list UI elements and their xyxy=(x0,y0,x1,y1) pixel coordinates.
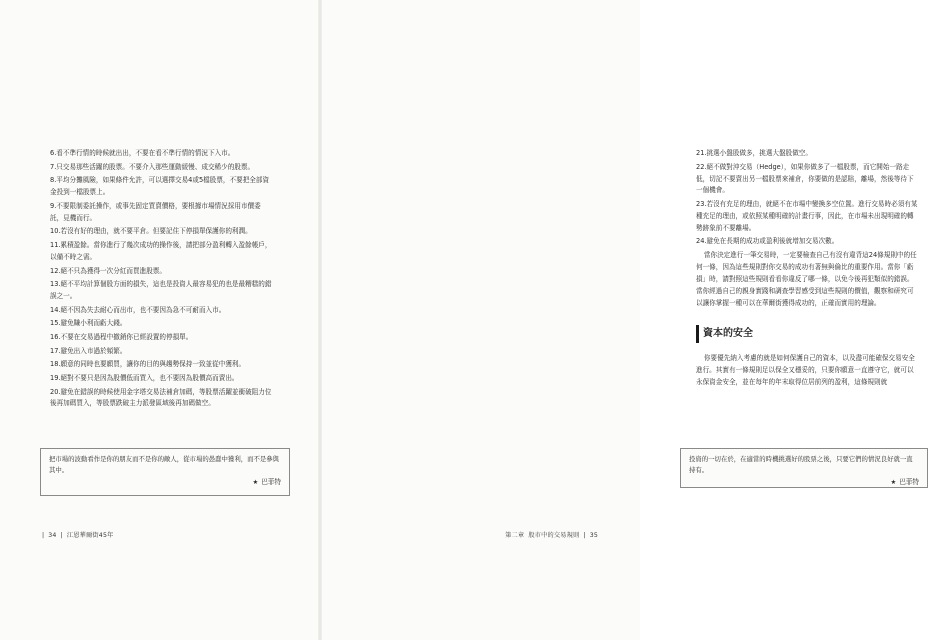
footer-divider: | xyxy=(583,532,586,539)
rule-item xyxy=(50,332,272,344)
rule-number: 18. xyxy=(50,360,61,369)
body-paragraph: 當你決定進行一筆交易時，一定要檢查自己有沒有違背這24條規則中的任何一條，因為這些規則對你交易的成功有著無與倫比的重要作用。當你「虧損」時，請對照這些規則看看你違反了哪一條，以免今後再犯類似的錯誤。當你經過自己的親身實踐和調查學習感受到這些規則的價值，觀察和研究可以讓你掌握一種可以在華爾街獲得成功的，正確而實用的理論。 xyxy=(696,251,917,307)
rule-text: 若沒有好的理由，就不要平倉。但要記住下停損單保護你的利潤。 xyxy=(60,227,252,236)
right-text-column xyxy=(696,148,918,391)
star-icon: ★ xyxy=(890,479,897,487)
star-icon: ★ xyxy=(252,479,259,487)
rule-text: 若沒有充足的理由，就絕不在市場中變換多空位置。進行交易時必須有某種充足的理由，或依照某種明確的計畫行事，因此，在市場未出現明確的轉勢跡象前不要離場。 xyxy=(696,200,918,232)
rule-item xyxy=(696,236,918,248)
rule-item xyxy=(50,162,272,174)
rule-number: 11. xyxy=(50,241,61,249)
rule-number: 14. xyxy=(50,305,61,314)
rule-text: 絕不只為獲得一次分紅而買進股票。 xyxy=(60,266,166,275)
rule-text: 不要在交易過程中撤銷你已經設置的停損單。 xyxy=(60,333,193,341)
rule-item xyxy=(50,359,272,371)
right-page xyxy=(320,0,919,640)
rule-text: 絕不平均計算個股方面的損失，這也是投資人最容易犯的也是最糟糕的錯誤之一。 xyxy=(50,280,272,301)
rule-number: 21. xyxy=(696,149,707,157)
rule-item xyxy=(50,387,272,411)
rule-number: 15. xyxy=(50,319,61,328)
rule-number: 13. xyxy=(50,280,61,289)
rule-number: 6. xyxy=(50,149,57,157)
rule-text: 累積盈餘。當你進行了幾次成功的操作後，請把部分盈利轉入盈餘帳戶，以備不時之需。 xyxy=(50,241,272,261)
rule-item xyxy=(50,279,272,303)
rule-text: 看不準行情的時候就出出，不要在看不準行情的情況下入市。 xyxy=(56,149,235,157)
rule-number: 10. xyxy=(50,227,61,236)
quote-author: 巴菲特 xyxy=(261,478,281,487)
rule-text: 平均分攤風險，如果條件允許，可以選擇交易4或5檔股票，不要把全部資金投到一檔股票上。 xyxy=(50,176,270,197)
quote-author: 巴菲特 xyxy=(899,478,919,487)
rule-text: 避免賺小利而虧大錢。 xyxy=(60,319,127,328)
quote-text: 投資的一切在於，在適當的時機挑選好的股票之後，只要它們的情況良好就一直持有。 xyxy=(689,455,913,474)
rule-item xyxy=(50,346,272,358)
rule-text: 絕不因為失去耐心而出市，也不要因為急不可耐而入市。 xyxy=(60,305,226,314)
rule-item xyxy=(50,305,272,317)
rule-number: 8. xyxy=(50,176,57,185)
footer-divider: | xyxy=(60,532,63,539)
rule-text: 避免在長期的成功或盈利後就增加交易次數。 xyxy=(706,237,839,246)
rule-item xyxy=(50,226,272,238)
section-paragraph: 你要優先納入考慮的就是如何保護自己的資本，以及盡可能確保交易安全進行。其實有一條規則足以保全又穩妥的，只要你願意一直遵守它，就可以永保資金安全，並在每年的年末取得位居前列的盈利，這條規則就 xyxy=(696,354,915,387)
rule-text: 絕對不要只是因為股價低而買入，也不要因為股價高而賣出。 xyxy=(60,373,239,382)
rule-number: 7. xyxy=(50,162,57,171)
rule-item xyxy=(50,201,272,225)
rule-text: 只交易那些活躍的股票。不要介入那些運動緩慢、成交稀少的股票。 xyxy=(56,162,255,171)
rule-item xyxy=(696,162,918,198)
rule-item xyxy=(50,318,272,330)
rule-number: 24. xyxy=(696,237,707,246)
left-running-title: 江恩華爾街45年 xyxy=(66,532,114,539)
rule-number: 17. xyxy=(50,346,61,355)
rule-number: 23. xyxy=(696,200,707,209)
rule-text: 絕不做對沖交易（Hedge），如果你做多了一檔股票，而它開始一路走低，切記不要賣出另一檔股票來補倉，你要做的是認賠，離場，然後等待下一個機會。 xyxy=(696,162,914,195)
quote-attribution xyxy=(49,477,281,488)
quote-box-right xyxy=(680,448,928,488)
quote-box-left xyxy=(40,448,290,496)
rule-text: 避免在錯誤的時候使用金字塔交易法補倉加碼，等股票活躍並衝破阻力位後再加碼買入，等股票跌破主力派發區域後再加碼做空。 xyxy=(50,387,272,408)
right-footer xyxy=(503,530,600,539)
section-heading: 資本的安全 xyxy=(696,325,918,343)
rule-number: 9. xyxy=(50,201,57,210)
left-page xyxy=(0,0,320,640)
rule-text: 避免出入市過於頻繁。 xyxy=(60,346,127,355)
rule-text: 不要限制委託操作，或事先固定買賣價格，要根據市場情況採用市價委託，見機而行。 xyxy=(50,201,261,222)
rule-number: 20. xyxy=(50,387,61,396)
rule-number: 16. xyxy=(50,333,61,341)
quote-text: 把市場的波動看作是你的朋友而不是你的敵人，從市場的愚蠢中獲利，而不是參與其中。 xyxy=(49,455,280,474)
rule-item xyxy=(50,373,272,385)
rule-item xyxy=(50,175,272,199)
left-rules-list xyxy=(50,148,272,412)
rule-item xyxy=(696,148,918,160)
rule-item xyxy=(50,240,272,264)
right-page-number: 35 xyxy=(589,532,598,539)
rule-number: 19. xyxy=(50,373,61,382)
chapter-label: 第二章 xyxy=(505,532,525,539)
rule-number: 12. xyxy=(50,266,61,275)
rule-item xyxy=(50,266,272,278)
right-rules-list xyxy=(696,148,918,248)
quote-attribution xyxy=(689,477,919,488)
rule-text: 挑選小盤股做多，挑選大盤股做空。 xyxy=(706,149,812,157)
right-running-title: 股市中的交易規則 xyxy=(528,532,580,539)
rule-item xyxy=(50,148,272,160)
footer-divider: | xyxy=(42,532,45,539)
rule-number: 22. xyxy=(696,162,707,171)
left-page-number: 34 xyxy=(48,532,57,539)
left-footer xyxy=(40,530,115,539)
rule-text: 願意的同時也要願買，讓你的目的與趨勢保持一致並從中獲利。 xyxy=(60,360,246,369)
rule-item xyxy=(696,199,918,235)
